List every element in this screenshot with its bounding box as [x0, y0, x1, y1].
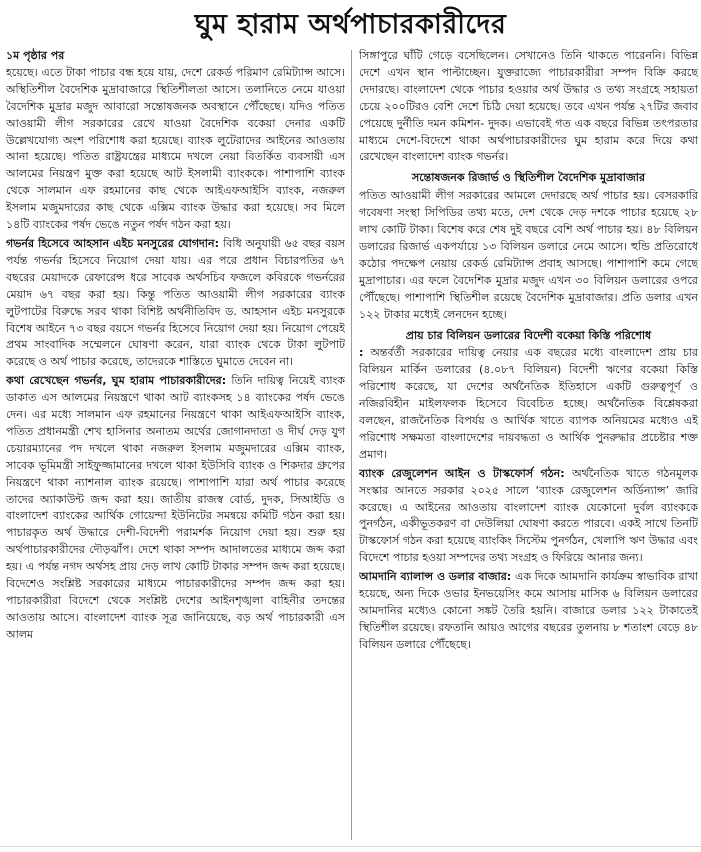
- paragraph-bank: [359, 466, 698, 567]
- paragraph-import: [359, 569, 698, 654]
- subhead-reserve: সন্তোষজনক রিজার্ভ ও স্থিতিশীল বৈদেশিক মুদ্রাবাজার: [411, 171, 646, 185]
- paragraph-arrears: [359, 345, 698, 463]
- subhead-colon: :: [560, 466, 573, 480]
- paragraph-promise: [6, 373, 345, 644]
- subhead-colon: :: [506, 570, 516, 584]
- headline-container: [0, 4, 701, 46]
- right-column: [359, 48, 698, 844]
- page-bottom-edge: [0, 846, 701, 852]
- paragraph-intro: [6, 48, 345, 234]
- subhead-bank: ব্যাংক রেজুলেশন আইন ও টাস্কফোর্স গঠন: [359, 466, 561, 480]
- left-column: [6, 48, 345, 844]
- paragraph-reserve: পতিত আওয়ামী লীগ সরকারের আমলে দেদারছে অর্থ পাচার হয়। বেসরকারি গবেষণা সংস্থা সিপিডির তথ্য মতে, দেশ থেকে দেড় দশকে পাচার হয়েছে ২৮ লাখ কোটি টাকা। বিশেষ করে শেষ দুই বছরে বেশি অর্থ পাচার হয়। ৪৮ বিলিয়ন ডলারের রিজার্ভ একপর্যায়ে ১৩ বিলিয়ন ডলারে নেমে আসে। হুন্ডি প্রতিরোধে কঠোর পদক্ষেপ নেয়ায় রেকর্ড রেমিট্যান্স প্রবাহ আসছে। পাশাপাশি কমে গেছে মুদ্রাপাচার। এর ফলে বৈদেশিক মুদ্রার মজুদ এখন ৩০ বিলিয়ন ডলারের ওপরে পৌঁছেছে। পাশাপাশি স্থিতিশীল রয়েছে বৈদেশিক মুদ্রাবাজার। প্রতি ডলার এখন ১২২ টাকার মধ্যেই লেনদেন হচ্ছে।: [359, 189, 698, 321]
- subhead-import: আমদানি ব্যালান্স ও ডলার বাজার: [359, 570, 507, 584]
- paragraph-governor: [6, 236, 345, 371]
- subhead-colon: :: [359, 346, 371, 360]
- paragraph-arrears-text: অন্তর্বর্তী সরকারের দায়িত্ব নেয়ার এক বছরের মধ্যে বাংলাদেশ প্রায় চার বিলিয়ন মার্কিন ডলারের (৪.০৮৭ বিলিয়ন) বিদেশী ঋণের বকেয়া কিস্তি পরিশোধ করেছে, যা দেশের অর্থনৈতিক ইতিহাসে একটি গুরুত্বপূর্ণ ও নজিরবিহীন মাইলফলক হিসেবে বিবেচিত হচ্ছে। অর্থনৈতিক বিশ্লেষকরা বলছেন, রাজনৈতিক বিপর্যয় ও আর্থিক খাতে ব্যাপক অনিয়মের মধ্যেও এই পরিশোধ সক্ষমতা বাংলাদেশের দায়বদ্ধতা ও আর্থিক পুনরুদ্ধার প্রচেষ্টার শক্ত প্রমাণ।: [359, 346, 698, 461]
- subhead-colon: :: [214, 236, 224, 250]
- subhead-governor: গভর্নর হিসেবে আহসান এইচ মনসুরের যোগদান: [6, 236, 215, 250]
- subhead-promise: কথা রেখেছেন গভর্নর, ঘুম হারাম পাচারকারীদের: [6, 374, 222, 388]
- column-divider: [351, 50, 352, 840]
- paragraph-promise-text: তিনি দায়িত্ব নিয়েই ব্যাংক ডাকাত এস আলমের নিয়ন্ত্রণে থাকা আট ব্যাংকসহ ১৪ ব্যাংকের পর্ষদ ভেঙে দেন। এর মধ্যে সালমান এফ রহমানের নিয়ন্ত্রণে থাকা আইএফআইসি ব্যাংক, পতিত প্রধানমন্ত্রী শেখ হাসিনার অনাতম অর্থের জোগানদাতা ও দীর্ঘ দেড় যুগ চেয়ারম্যানের পদ দখলে থাকা নজরুল ইসলাম মজুমদারের এক্সিম ব্যাংক, সাবেক ভূমিমন্ত্রী সাইফুজ্জামানের দখলে থাকা ইউসিবি ব্যাংক ও শিকদার গ্রুপের নিয়ন্ত্রণে থাকা ন্যাশনাল ব্যাংক রয়েছে। পাশাপাশি যারা অর্থ পাচার করেছে তাদের অ্যাকাউন্ট জব্দ করা হয়। জাতীয় রাজস্ব বোর্ড, দুদক, সিআইডি ও বাংলাদেশ ব্যাংকের আর্থিক গোয়েন্দা ইউনিটের সমন্বয়ে কমিটি গঠন করা হয়। পাচারকৃত অর্থ উদ্ধারে দেশী-বিদেশী পরামর্শক নিয়োগ দেয়া হয়। শুরু হয় অর্থপাচারকারীদের দৌড়ঝাঁপ। দেশে থাকা সম্পদ আদালতের মাধ্যমে জব্দ করা হয়। এ পর্যন্ত নগদ অর্থসহ প্রায় দেড় লাখ কোটি টাকার সম্পদ জব্দ করা হয়েছে। বিদেশেও সংশ্লিষ্ট সরকারের মাধ্যমে পাচারকারীদের সম্পদ জব্দ করা হয়। পাচারকারীরা বিদেশে থেকে সংশ্লিষ্ট দেশের আইনশৃঙ্খলা বাহিনীর তদন্তের আওতায় আসে। বাংলাদেশ ব্যাংক সূত্র জানিয়েছে, বড় অর্থ পাচারকারী এস আলম: [6, 374, 345, 641]
- paragraph-import-text: এক দিকে আমদানি কার্যক্রম স্বাভাবিক রাখা হয়েছে, অন্য দিকে ওভার ইনভয়েসিং কমে আসায় মাসিক ৬ বিলিয়ন ডলারের আমদানির মধ্যেও কোনো সঙ্কট তৈরি হয়নি। বাজারে ডলার ১২২ টাকাতেই স্থিতিশীল রয়েছে। রফতানি আয়ও আগের বছরের তুলনায় ৮ শতাংশ বেড়ে ৪৮ বিলিয়ন ডলারে পৌঁছেছে।: [359, 570, 698, 651]
- continued-label: ১ম পৃষ্ঠার পর: [6, 49, 65, 62]
- headline: ঘুম হারাম অর্থপাচারকারীদের: [194, 9, 507, 40]
- subhead-colon: :: [221, 374, 232, 388]
- paragraph-governor-text: বিধি অনুযায়ী ৬৫ বছর বয়স পর্যন্ত গভর্নর হিসেবে নিয়োগ দেয়া যায়। এর পরে প্রধান বিচারপতির ৬৭ বছরের মেয়াদকে রেফারেন্স ধরে সাবেক অর্থসচিব ফজলে কবিরকে গভর্নরের মেয়াদ ৬৭ বছর করা হয়। কিন্তু পতিত আওয়ামী লীগ সরকারের ব্যাংক লুটপাটের বিরুদ্ধে সরব থাকা বিশিষ্ট অর্থনীতিবিদ ড. আহসান এইচ মনসুরকে বিশেষ আইনে ৭৩ বছর বয়সে গভর্নর হিসেবে নিয়োগ দেয়া হয়। নিয়োগ পেয়েই প্রথম সাংবাদিক সম্মেলনে ঘোষণা করেন, যারা ব্যাংক থেকে টাকা লুটপাট করেছে ও অর্থ পাচার করেছে, তাদেরকে শাস্তিতে ঘুমাতে দেবেন না।: [6, 236, 345, 369]
- paragraph-right-intro: সিঙ্গাপুরে ঘাঁটি গেড়ে বসেছিলেন। সেখানেও তিনি থাকতে পারেননি। বিভিন্ন দেশে এখন স্থান পাল্টাচ্ছেন। যুক্তরাজ্যে পাচারকারীরা সম্পদ বিক্রি করছে দেদারছে। বাংলাদেশ থেকে পাচার হওয়ার অর্থ উদ্ধার ও তথ্য সংগ্রহে সহায়তা চেয়ে ২০০টিরও বেশি দেশে চিঠি দেয়া হয়েছে। তবে এখন পর্যন্ত ২৭টির জবাব পেয়েছে দুর্নীতি দমন কমিশন- দুদক। এভাবেই গত এক বছরে বিভিন্ন তৎপরতার মাধ্যমে দেশে-বিদেশে থাকা অর্থপাচারকারীদের ঘুম হারাম করে দিয়ে কথা রেখেছেন বাংলাদেশ ব্যাংক গভর্নর।: [359, 49, 698, 164]
- paragraph-bank-text: অর্থনৈতিক খাতে গঠনমূলক সংস্কার আনতে সরকার ২০২৫ সালে ‘ব্যাংক রেজুলেশন অর্ডিন্যান্স’ জারি করেছে। এ আইনের আওতায় বাংলাদেশ ব্যাংক যেকোনো দুর্বল ব্যাংককে পুনর্গঠন, একীভূতকরণ বা দেউলিয়া ঘোষণা করতে পারবে। একই সাথে তিনটি টাস্কফোর্স গঠন করা হয়েছে ব্যাংকিং সিস্টেম পুনর্গঠন, খেলাপি ঋণ উদ্ধার এবং বিদেশে পাচার হওয়া সম্পদের তথ্য সংগ্রহ ও ফিরিয়ে আনার জন্য।: [359, 466, 698, 565]
- paragraph-intro-text: হয়েছে। এতে টাকা পাচার বন্ধ হয়ে যায়, দেশে রেকর্ড পরিমাণ রেমিট্যান্স আসে। অস্থিতিশীল বৈদেশিক মুদ্রাবাজারে স্থিতিশীলতা আসে। তলানিতে নেমে যাওয়া বৈদেশিক মুদ্রার মজুদ আবারো সন্তোষজনক অবস্থানে পৌঁছেছে। যদিও পতিত আওয়ামী লীগ সরকারের রেখে যাওয়া বৈদেশিক বকেয়া দেনার একটি উল্লেখযোগ্য অংশ পরিশোধ করা হয়েছে। ব্যাংক লুটেরাদের আইনের আওতায় আনা হয়েছে। পতিত রাষ্ট্রযন্ত্রের মাধ্যমে দখলে নেয়া বিতর্কিত ব্যবসায়ী এস আলমের নিয়ন্ত্রণ মুক্ত করা হয়েছে আট ইসলামী ব্যাংককে। পাশাপাশি ব্যাংক থেকে সালমান এফ রহমানের কাছ থেকে আইএফআইসি ব্যাংক, নজরুল ইসলাম মজুমদারের কাছ থেকে এক্সিম ব্যাংক উদ্ধার করা হয়েছে। সব মিলে ১৪টি ব্যাংকের পর্ষদ ভেঙে নতুন পর্ষদ গঠন করা হয়।: [6, 65, 345, 232]
- subhead-arrears: প্রায় চার বিলিয়ন ডলারের বিদেশী বকেয়া কিস্তি পরিশোধ: [405, 328, 652, 342]
